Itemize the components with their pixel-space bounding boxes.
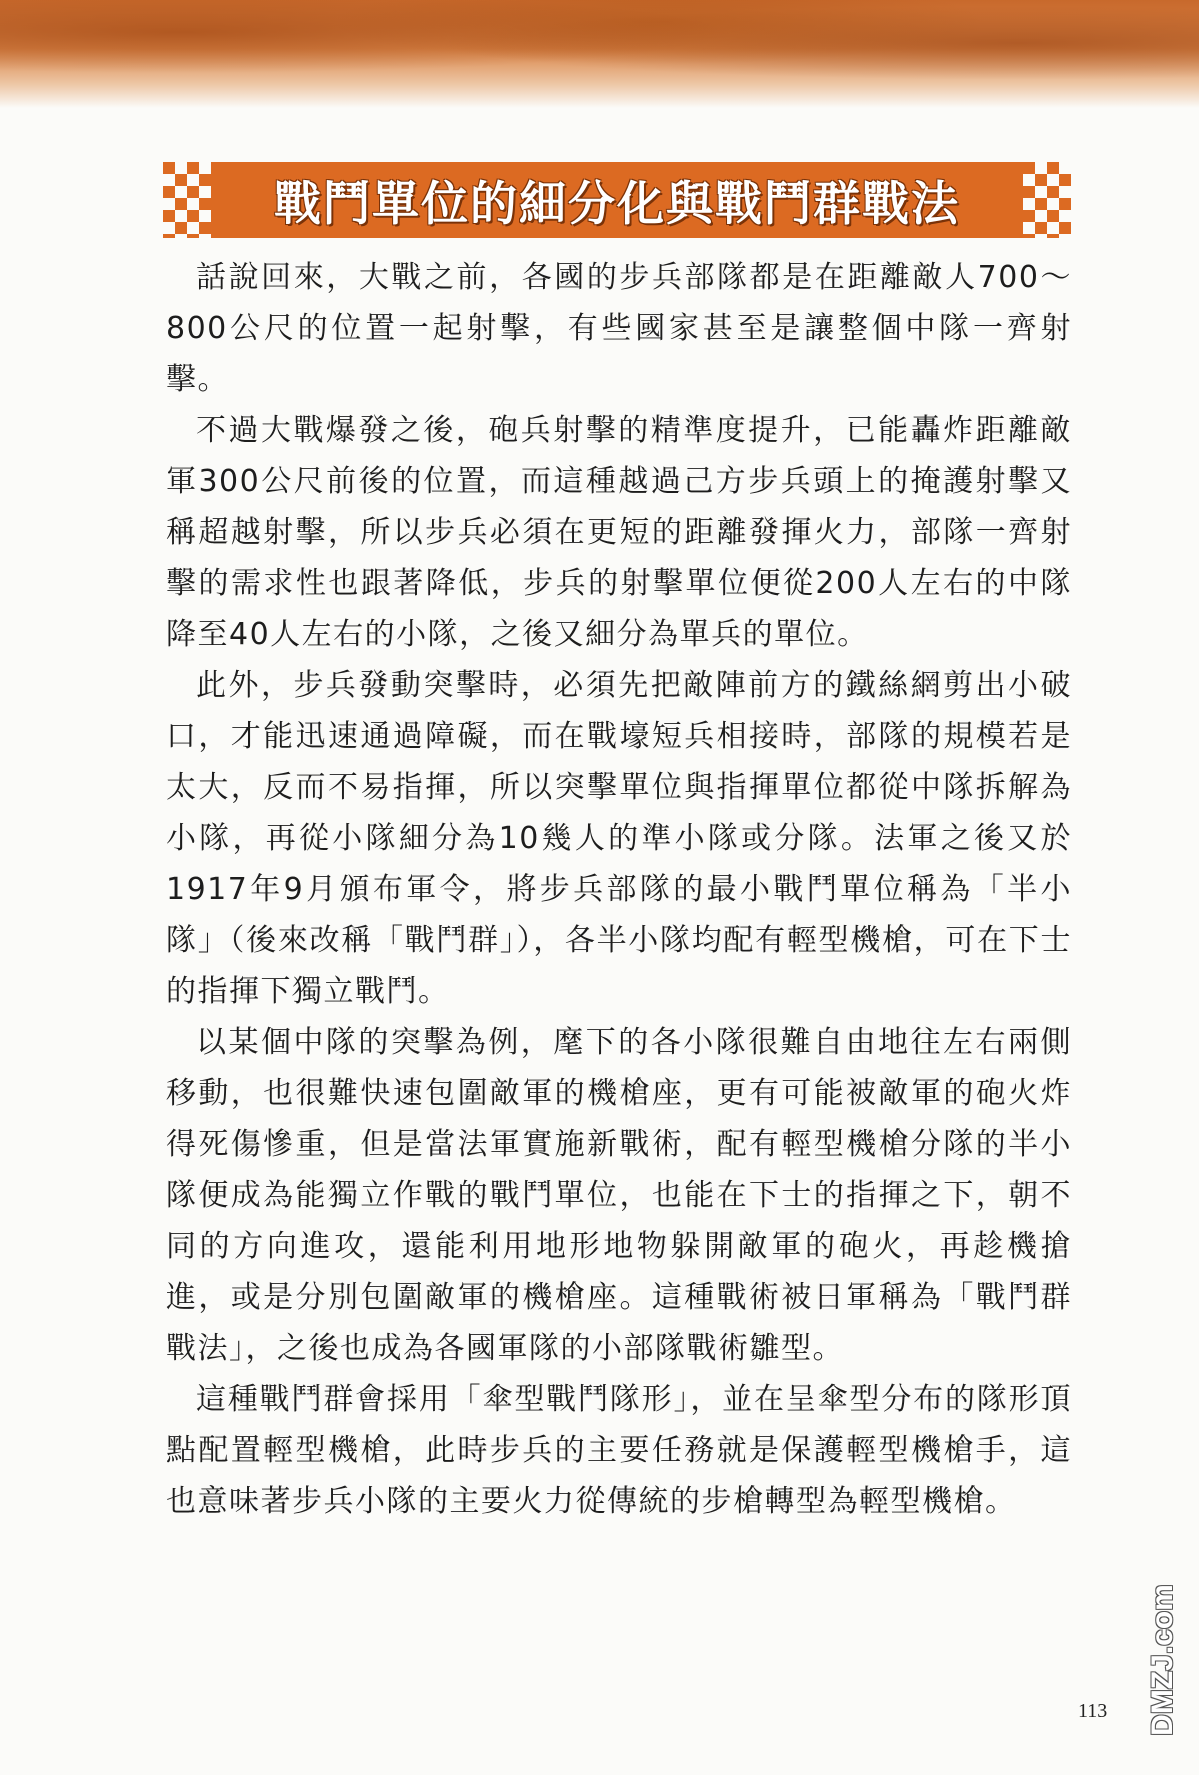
- checker-pattern-right: [1023, 162, 1071, 238]
- paragraph: 話說回來，大戰之前，各國的步兵部隊都是在距離敵人700～800公尺的位置一起射擊，有些國家甚至是讓整個中隊一齊射擊。: [166, 260, 1072, 397]
- page-number: 113: [1078, 1700, 1108, 1722]
- paragraph: 此外，步兵發動突擊時，必須先把敵陣前方的鐵絲網剪出小破口，才能迅速通過障礙，而在戰壕短兵相接時，部隊的規模若是太大，反而不易指揮，所以突擊單位與指揮單位都從中隊拆解為小隊，再從小隊細分為10幾人的準小隊或分隊。法軍之後又於1917年9月頒布軍令，將步兵部隊的最小戰鬥單位稱為「半小隊」（後來改稱「戰鬥群」），各半小隊均配有輕型機槍，可在下士的指揮下獨立戰鬥。: [166, 668, 1072, 1009]
- body-text: [166, 252, 1072, 1527]
- paragraph: 這種戰鬥群會採用「傘型戰鬥隊形」，並在呈傘型分布的隊形頂點配置輕型機槍，此時步兵的主要任務就是保護輕型機槍手，這也意味著步兵小隊的主要火力從傳統的步槍轉型為輕型機槍。: [166, 1382, 1072, 1519]
- watermark-text: DMZJ.com: [1146, 1584, 1179, 1736]
- checker-pattern-left: [163, 162, 211, 238]
- paragraph: 以某個中隊的突擊為例，麾下的各小隊很難自由地往左右兩側移動，也很難快速包圍敵軍的機槍座，更有可能被敵軍的砲火炸得死傷慘重，但是當法軍實施新戰術，配有輕型機槍分隊的半小隊便成為能獨立作戰的戰鬥單位，也能在下士的指揮之下，朝不同的方向進攻，還能利用地形地物躲開敵軍的砲火，再趁機搶進，或是分別包圍敵軍的機槍座。這種戰術被日軍稱為「戰鬥群戰法」，之後也成為各國軍隊的小部隊戰術雛型。: [166, 1025, 1072, 1366]
- section-title: 戰鬥單位的細分化與戰鬥群戰法: [274, 176, 960, 232]
- watermark-logo: [1143, 1560, 1183, 1760]
- section-title-bar: [163, 162, 1071, 238]
- header-texture-band: [0, 0, 1199, 108]
- paragraph: 不過大戰爆發之後，砲兵射擊的精準度提升，已能轟炸距離敵軍300公尺前後的位置，而這種越過己方步兵頭上的掩護射擊又稱超越射擊，所以步兵必須在更短的距離發揮火力，部隊一齊射擊的需求性也跟著降低，步兵的射擊單位便從200人左右的中隊降至40人左右的小隊，之後又細分為單兵的單位。: [166, 413, 1072, 652]
